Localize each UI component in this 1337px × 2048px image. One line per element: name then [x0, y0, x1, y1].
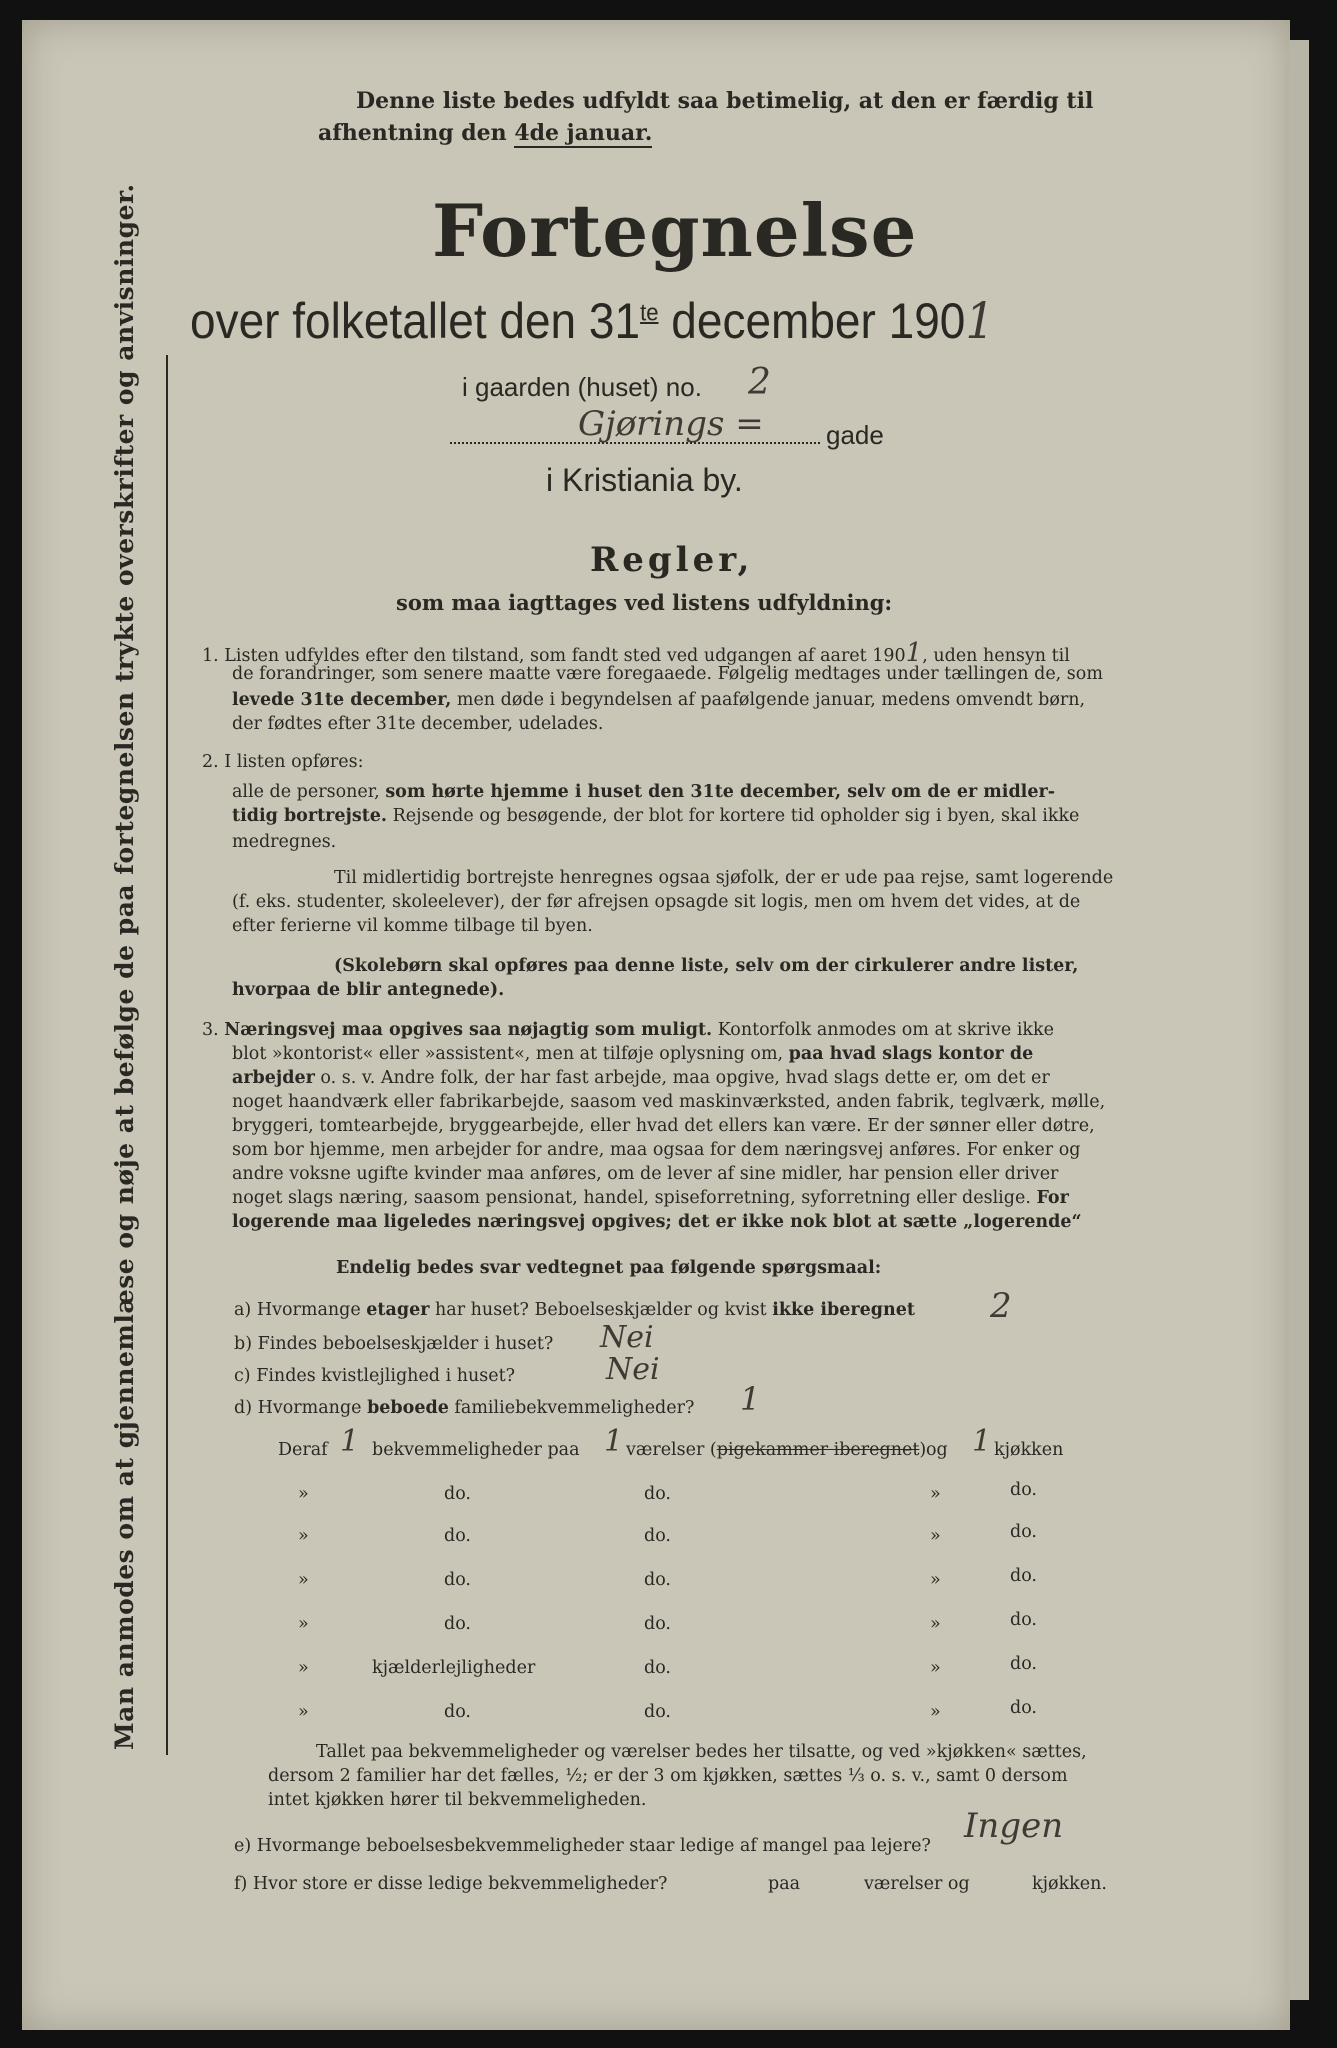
- rule3-line8: [232, 1188, 1069, 1208]
- rule2-bold: som hørte hjemme i huset den 31te december, selv om de er midler-: [385, 782, 1055, 802]
- rule3-line2: [232, 1044, 1033, 1064]
- rule2-line3: [232, 806, 1079, 826]
- rule1-text-end: , uden hensyn til: [922, 646, 1070, 666]
- rule2-line4: medregnes.: [232, 832, 337, 852]
- ditto-quote: »: [298, 1526, 309, 1546]
- street-handwritten: Gjørings =: [578, 404, 764, 444]
- note-line3: intet kjøkken hører til bekvemmeligheden.: [268, 1790, 647, 1810]
- rule3-line1-rest: Kontorfolk anmodes om at skrive ikke: [712, 1020, 1054, 1040]
- ditto-do: do.: [1010, 1522, 1037, 1542]
- ditto-do: do.: [644, 1658, 671, 1678]
- year-handwritten: 1: [965, 292, 995, 350]
- ditto-do: do.: [444, 1702, 471, 1722]
- rule3-line3-rest: o. s. v. Andre folk, der har fast arbejde, maa opgive, hvad slags dette er, om det er: [314, 1068, 1050, 1088]
- answer-a: 2: [990, 1286, 1012, 1326]
- gaarden-number: 2: [748, 362, 771, 403]
- note-line2: dersom 2 familier har det fælles, ½; er der 3 om kjøkken, sættes ⅓ o. s. v., samt 0 dersom: [268, 1766, 1068, 1786]
- ditto-do: do.: [444, 1526, 471, 1546]
- ditto-quote: »: [298, 1658, 309, 1678]
- rule2-line1: 2. I listen opføres:: [202, 752, 364, 772]
- answer-b: Nei: [600, 1320, 654, 1355]
- question-a-bold2: ikke iberegnet: [772, 1300, 915, 1320]
- rule3-text: blot »kontorist« eller »assistent«, men at tilføje oplysning om,: [232, 1044, 789, 1064]
- ditto-do: do.: [644, 1570, 671, 1590]
- side-instruction: Man anmodes om at gjennemlæse og nøje at befølge de paa fortegnelsen trykte overskrifter og anvisninger.: [110, 183, 139, 1750]
- ditto-do: do.: [644, 1702, 671, 1722]
- deraf-close: ): [919, 1440, 927, 1460]
- answer-d: 1: [740, 1380, 761, 1418]
- rule1-text: 1. Listen udfyldes efter den tilstand, som fandt sted ved udgangen af aaret 190: [202, 646, 906, 666]
- header-line1: Denne liste bedes udfyldt saa betimelig, at den er færdig til: [356, 88, 1094, 114]
- ditto-quote: »: [930, 1614, 941, 1634]
- rule3-line4: noget haandværk eller fabrikarbejde, saasom ved maskinværksted, anden fabrik, teglværk, mølle,: [232, 1092, 1106, 1112]
- header-line2: [318, 120, 652, 146]
- side-rule: [166, 355, 168, 1755]
- subtitle-suffix: december 190: [658, 293, 966, 349]
- rule2-line7: efter ferierne vil komme tilbage til byen.: [232, 916, 593, 936]
- rule3-line6: som bor hjemme, men arbejder for andre, maa ogsaa for dem næringsvej anføres. For enker og: [232, 1140, 1081, 1160]
- ditto-do: do.: [444, 1570, 471, 1590]
- ditto-do: do.: [644, 1526, 671, 1546]
- ditto-do: do.: [1010, 1698, 1037, 1718]
- rule3-number: 3.: [202, 1020, 225, 1040]
- rule1-bold: levede 31te december,: [232, 690, 452, 710]
- rule1-line3-rest: men døde i begyndelsen af paafølgende januar, medens omvendt børn,: [451, 690, 1086, 710]
- deraf-label: Deraf: [278, 1440, 328, 1460]
- ditto-do: do.: [1010, 1566, 1037, 1586]
- ditto-do: do.: [1010, 1654, 1037, 1674]
- rule1-line3: [232, 690, 1085, 710]
- rule2-text: alle de personer,: [232, 782, 386, 802]
- rule2-line6: (f. eks. studenter, skoleelever), der før afrejsen opsagde sit logis, men om hvem det vides, at de: [232, 892, 1081, 912]
- deraf-vaer: [626, 1440, 926, 1460]
- rule2-line3-rest: Rejsende og besøgende, der blot for kortere tid opholder sig i byen, skal ikke: [387, 806, 1080, 826]
- rule1-line4: der fødtes efter 31te december, udelades.: [232, 714, 604, 734]
- deraf-answer-1: 1: [340, 1424, 360, 1459]
- deraf-answer-3: 1: [972, 1424, 992, 1459]
- question-a-label: a) Hvormange: [234, 1300, 367, 1320]
- deraf-bek: bekvemmeligheder paa: [372, 1440, 580, 1460]
- question-a: [234, 1300, 915, 1320]
- rule2-line2: [232, 782, 1055, 802]
- ditto-do: do.: [444, 1484, 471, 1504]
- question-d-rest: familiebekvemmeligheder?: [448, 1398, 695, 1418]
- page-title: Fortegnelse: [432, 188, 918, 273]
- deraf-kjokken: kjøkken: [994, 1440, 1064, 1460]
- header-line2-prefix: afhentning den: [318, 120, 507, 146]
- question-d-label: d) Hvormange: [234, 1398, 368, 1418]
- question-f: f) Hvor store er disse ledige bekvemmeligheder?: [234, 1874, 668, 1894]
- ditto-do: do.: [1010, 1480, 1037, 1500]
- rule3-line1: [202, 1020, 1054, 1040]
- ditto-do: do.: [644, 1484, 671, 1504]
- ditto-quote: »: [298, 1702, 309, 1722]
- ditto-quote: »: [298, 1614, 309, 1634]
- header-date: 4de januar.: [514, 120, 653, 146]
- subtitle-prefix: over folketallet den 31: [190, 293, 641, 349]
- ditto-quote: »: [298, 1570, 309, 1590]
- rule2-line8: (Skolebørn skal opføres paa denne liste, selv om der cirkulerer andre lister,: [334, 956, 1079, 976]
- answer-e: Ingen: [964, 1806, 1064, 1846]
- rule2-line5: Til midlertidig bortrejste henregnes ogsaa sjøfolk, der er ude paa rejse, samt logerende: [334, 868, 1114, 888]
- rule3-line5: bryggeri, tomtearbejde, bryggearbejde, eller hvad det ellers kan være. Er der sønner eller døtre,: [232, 1116, 1095, 1136]
- question-b: b) Findes beboelseskjælder i huset?: [234, 1334, 554, 1354]
- rule3-line3: [232, 1068, 1050, 1088]
- ditto-quote: »: [930, 1526, 941, 1546]
- question-f-paa: paa: [768, 1874, 801, 1894]
- deraf-answer-2: 1: [604, 1424, 624, 1459]
- rule3-for: For: [1036, 1188, 1069, 1208]
- rules-subheading: som maa iagttages ved listens udfyldning:: [396, 590, 893, 615]
- deraf-struck: pigekammer iberegnet: [716, 1440, 920, 1460]
- ditto-quote: »: [930, 1702, 941, 1722]
- ditto-do: do.: [444, 1614, 471, 1634]
- rule1-year-handwritten: 1: [905, 638, 923, 668]
- ditto-quote: »: [930, 1658, 941, 1678]
- deraf-og: og: [926, 1440, 948, 1460]
- ditto-do: do.: [644, 1614, 671, 1634]
- questions-intro: Endelig bedes svar vedtegnet paa følgende spørgsmaal:: [336, 1258, 882, 1278]
- gaarden-label: i gaarden (huset) no.: [462, 372, 702, 402]
- ditto-quote: »: [930, 1484, 941, 1504]
- subtitle-sup: te: [640, 299, 659, 327]
- ditto-quote: »: [298, 1484, 309, 1504]
- question-d: [234, 1398, 694, 1418]
- rule2-bold2: tidig bortrejste.: [232, 806, 388, 826]
- rule3-line9: logerende maa ligeledes næringsvej opgives; det er ikke nok blot at sætte „logerende“: [232, 1212, 1082, 1232]
- note-line1: Tallet paa bekvemmeligheder og værelser bedes her tilsatte, og ved »kjøkken« sættes,: [316, 1742, 1087, 1762]
- question-f-kjokken: kjøkken.: [1032, 1874, 1107, 1894]
- question-c: c) Findes kvistlejlighed i huset?: [234, 1366, 516, 1386]
- ditto-quote: »: [930, 1570, 941, 1590]
- rule3-bold3: arbejder: [232, 1068, 315, 1088]
- question-a-rest: har huset? Beboelseskjælder og kvist: [429, 1300, 773, 1320]
- rules-heading: Regler,: [590, 540, 754, 580]
- city: i Kristiania by.: [546, 462, 743, 498]
- kjaelder-label: kjælderlejligheder: [372, 1658, 536, 1678]
- gade-label: gade: [826, 420, 884, 450]
- page-edge: [1289, 40, 1309, 2000]
- deraf-vaer-label: værelser (: [626, 1440, 717, 1460]
- question-f-vaer: værelser og: [864, 1874, 970, 1894]
- rule2-line9: hvorpaa de blir antegnede).: [232, 980, 505, 1000]
- rule3-line7: andre voksne ugifte kvinder maa anføres, om de lever af sine midler, har pension eller driver: [232, 1164, 1059, 1184]
- ditto-do: do.: [1010, 1610, 1037, 1630]
- question-d-bold: beboede: [367, 1398, 449, 1418]
- answer-c: Nei: [606, 1352, 660, 1387]
- question-e: e) Hvormange beboelsesbekvemmeligheder staar ledige af mangel paa lejere?: [234, 1836, 931, 1856]
- rule3-line8-text: noget slags næring, saasom pensionat, handel, spiseforretning, syforretning eller deslige.: [232, 1188, 1037, 1208]
- question-a-bold: etager: [366, 1300, 430, 1320]
- rule3-bold: Næringsvej maa opgives saa nøjagtig som muligt.: [224, 1020, 713, 1040]
- subtitle: [190, 292, 995, 350]
- rule3-bold2: paa hvad slags kontor de: [788, 1044, 1034, 1064]
- rule1-line2: de forandringer, som senere maatte være foregaaede. Følgelig medtages under tællingen de, som: [232, 664, 1103, 684]
